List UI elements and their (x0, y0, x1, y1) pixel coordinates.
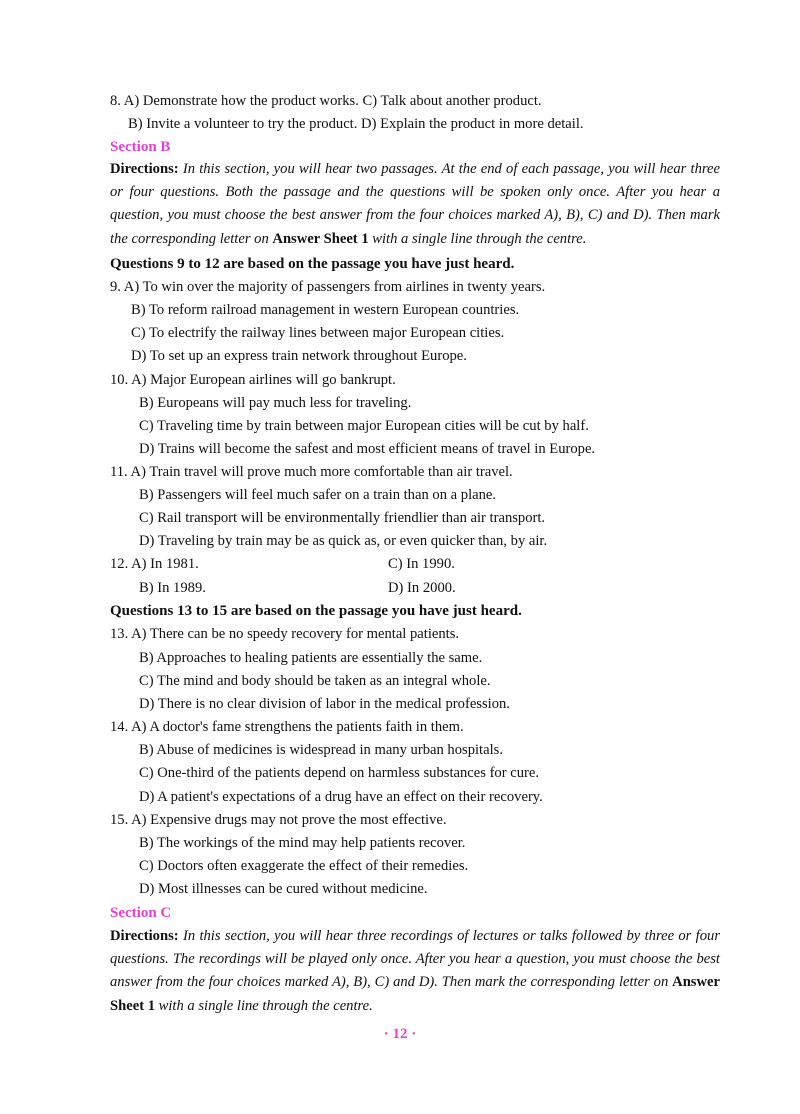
q10-option-b: B) Europeans will pay much less for traveling. (139, 395, 412, 411)
section-c-directions-text-2: with a single line through the centre. (155, 997, 373, 1014)
q13-option-a: 13. A) There can be no speedy recovery for mental patients. (110, 626, 460, 642)
q13-option-d: D) There is no clear division of labor in the medical profession. (139, 696, 510, 712)
q13-option-c: C) The mind and body should be taken as an integral whole. (139, 673, 491, 689)
q14-option-c: C) One-third of the patients depend on harmless substances for cure. (139, 765, 539, 781)
section-b-directions-label: Directions: (110, 161, 179, 177)
q9-option-a: 9. A) To win over the majority of passengers from airlines in twenty years. (110, 279, 546, 295)
section-b-directions-text-2: with a single line through the centre. (368, 230, 587, 247)
q11-option-b: B) Passengers will feel much safer on a train than on a plane. (139, 487, 497, 503)
q15-option-c: C) Doctors often exaggerate the effect of their remedies. (139, 858, 469, 874)
section-c-answer-sheet: Answer Sheet 1 (110, 974, 720, 1014)
q13-option-b: B) Approaches to healing patients are essentially the same. (139, 650, 483, 666)
q11-option-d: D) Traveling by train may be as quick as, or even quicker than, by air. (139, 533, 548, 549)
q8-line-1: 8. A) Demonstrate how the product works. C) Talk about another product. (110, 93, 542, 109)
section-c-directions-label: Directions: (110, 928, 179, 944)
q9-option-d: D) To set up an express train network throughout Europe. (131, 348, 467, 364)
q14-option-b: B) Abuse of medicines is widespread in many urban hospitals. (139, 742, 503, 758)
q15-option-d: D) Most illnesses can be cured without medicine. (139, 881, 428, 897)
q12-option-a: 12. A) In 1981. (110, 556, 199, 572)
section-c-directions (110, 925, 720, 1018)
section-b-answer-sheet: Answer Sheet 1 (272, 230, 369, 247)
q10-option-a: 10. A) Major European airlines will go bankrupt. (110, 372, 396, 388)
q15-option-b: B) The workings of the mind may help patients recover. (139, 835, 466, 851)
section-b-directions (110, 158, 720, 251)
q14-option-a: 14. A) A doctor's fame strengthens the patients faith in them. (110, 719, 464, 735)
q12-option-b: B) In 1989. (139, 580, 206, 596)
group-2-heading: Questions 13 to 15 are based on the passage you have just heard. (110, 603, 522, 619)
section-c-title: Section C (110, 905, 172, 921)
q9-option-c: C) To electrify the railway lines between major European cities. (131, 325, 505, 341)
q10-option-d: D) Trains will become the safest and most efficient means of travel in Europe. (139, 441, 596, 457)
q11-option-a: 11. A) Train travel will prove much more comfortable than air travel. (110, 464, 513, 480)
page-number: · 12 · (383, 1026, 417, 1042)
q15-option-a: 15. A) Expensive drugs may not prove the most effective. (110, 812, 447, 828)
q8-line-2: B) Invite a volunteer to try the product. D) Explain the product in more detail. (128, 116, 584, 132)
section-b-directions-text-1: In this section, you will hear two passages. At the end of each passage, you will hear three or four questions. Both the passage and the questions will be spoken only once. After you hear a question, you must choose the best answer from the four choices marked A), B), C) and D). Then mark the corresponding letter on (110, 161, 720, 247)
section-c-directions-text-1: In this section, you will hear three recordings of lectures or talks followed by three or four questions. The recordings will be played only once. After you hear a question, you must choose the best answer from the four choices marked A), B), C) and D). Then mark the corresponding letter on (110, 928, 720, 991)
group-1-heading: Questions 9 to 12 are based on the passage you have just heard. (110, 256, 515, 272)
q9-option-b: B) To reform railroad management in western European countries. (131, 302, 520, 318)
section-b-title: Section B (110, 139, 171, 155)
q10-option-c: C) Traveling time by train between major European cities will be cut by half. (139, 418, 589, 434)
q12-option-c: C) In 1990. (388, 556, 455, 572)
q11-option-c: C) Rail transport will be environmentally friendlier than air transport. (139, 510, 546, 526)
q14-option-d: D) A patient's expectations of a drug have an effect on their recovery. (139, 789, 543, 805)
q12-option-d: D) In 2000. (388, 580, 456, 596)
